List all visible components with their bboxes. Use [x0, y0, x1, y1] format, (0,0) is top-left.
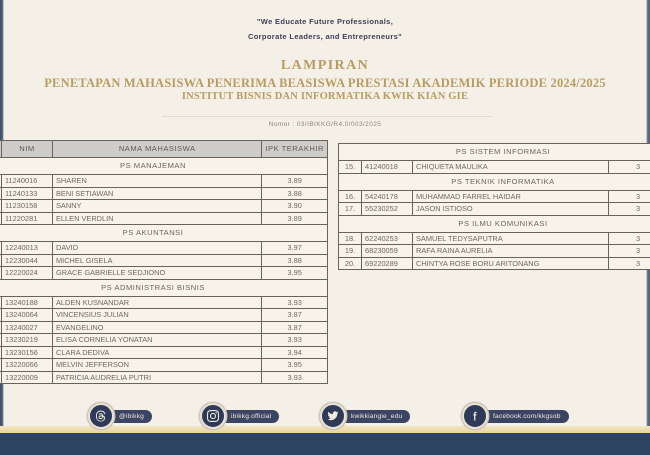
- cell-no: 16.: [339, 190, 362, 203]
- table-row: [0, 267, 328, 280]
- facebook-icon: [462, 403, 488, 429]
- table-row: [0, 359, 328, 372]
- social-link-twitter[interactable]: [320, 405, 410, 427]
- cell-name: CLARA DEDIVA: [53, 346, 262, 359]
- cell-name: PATRICIA AUDRELIA PUTRI: [53, 371, 262, 384]
- table-row: [0, 175, 328, 188]
- cell-ipk: 3.93: [262, 334, 328, 347]
- cell-ipk: 3: [609, 161, 650, 174]
- program-section-row: [0, 158, 328, 175]
- cell-nim: 13240188: [2, 296, 53, 309]
- table-row: [339, 245, 650, 258]
- cell-name: MELVIN JEFFERSON: [53, 359, 262, 372]
- tagline-line-2: Corporate Leaders, and Entrepreneurs": [247, 32, 403, 41]
- table-row: [339, 190, 650, 203]
- program-section-row: [339, 173, 650, 190]
- cell-name: ALDEN KUSNANDAR: [53, 296, 262, 309]
- social-handle-label: @ibikkg: [103, 410, 152, 423]
- lampiran-heading: LAMPIRAN: [280, 58, 370, 73]
- program-section-row: [339, 215, 650, 232]
- cell-ipk: 3: [609, 257, 650, 270]
- cell-name: BENI SETIAWAN: [53, 187, 262, 200]
- cell-name: MICHEL GISELA: [53, 254, 262, 267]
- table-row: [0, 200, 328, 213]
- program-section-row: [339, 144, 650, 161]
- table-row: [339, 257, 650, 270]
- cell-nim: 13240064: [2, 309, 53, 322]
- table-row: [0, 334, 328, 347]
- cell-nim: 68230059: [362, 245, 413, 258]
- cell-ipk: 3: [609, 245, 650, 258]
- cell-no: 15.: [339, 161, 362, 174]
- cell-no: 18.: [339, 232, 362, 245]
- program-section-row: [0, 225, 328, 242]
- tagline-line-1: "We Educate Future Professionals,: [256, 17, 394, 26]
- cell-name: SHAREN: [53, 175, 262, 188]
- cell-name: GRACE GABRIELLE SEDJIONO: [53, 267, 262, 280]
- table-row: [339, 161, 650, 174]
- social-handle-label: facebook.com/kkgsob: [477, 410, 569, 423]
- cell-name: VINCENSIUS JULIAN: [53, 309, 262, 322]
- institution-tagline: [0, 14, 650, 44]
- table-row: [0, 187, 328, 200]
- social-link-threads[interactable]: [88, 405, 152, 427]
- cell-nim: 12220024: [2, 267, 53, 280]
- column-header-name: NAMA MAHASISWA: [53, 141, 262, 158]
- table-row: [339, 203, 650, 216]
- program-section-label: PS SISTEM INFORMASI: [339, 144, 650, 161]
- cell-ipk: 3: [609, 190, 650, 203]
- cell-ipk: 3: [609, 203, 650, 216]
- twitter-icon: [320, 403, 346, 429]
- social-link-facebook[interactable]: [462, 405, 569, 427]
- document-number: Nomor : 03/IBIKKG/R4.0/003/2025: [268, 121, 382, 128]
- cell-nim: 12230044: [2, 254, 53, 267]
- cell-nim: 11240133: [2, 187, 53, 200]
- cell-nim: 11240016: [2, 175, 53, 188]
- program-section-label: PS AKUNTANSI: [0, 225, 328, 242]
- program-section-label: PS ADMINISTRASI BISNIS: [0, 279, 328, 296]
- cell-ipk: 3.89: [262, 175, 328, 188]
- column-header-nim: NIM: [2, 141, 53, 158]
- cell-ipk: 3.87: [262, 309, 328, 322]
- cell-ipk: 3.95: [262, 359, 328, 372]
- program-section-label: PS TEKNIK INFORMATIKA: [339, 173, 650, 190]
- program-section-label: PS ILMU KOMUNIKASI: [339, 215, 650, 232]
- cell-nim: 11230158: [2, 200, 53, 213]
- cell-ipk: 3.89: [262, 212, 328, 225]
- cell-name: EVANGELINO: [53, 321, 262, 334]
- cell-nim: 62240253: [362, 232, 413, 245]
- table-row: [0, 296, 328, 309]
- cell-name: JASON ISTIOSO: [413, 203, 609, 216]
- cell-name: CHIQUETA MAULIKA: [413, 161, 609, 174]
- cell-ipk: 3.87: [262, 321, 328, 334]
- instagram-icon: [200, 403, 226, 429]
- table-row: [339, 232, 650, 245]
- cell-nim: 54240178: [362, 190, 413, 203]
- cell-ipk: 3.88: [262, 187, 328, 200]
- cell-nim: 12240013: [2, 242, 53, 255]
- cell-ipk: 3.95: [262, 267, 328, 280]
- cell-nim: 11220281: [2, 212, 53, 225]
- table-row: [0, 254, 328, 267]
- social-handle-label: ibikkg.official: [215, 410, 279, 423]
- cell-ipk: 3: [609, 232, 650, 245]
- table-row: [0, 346, 328, 359]
- cell-name: SANNY: [53, 200, 262, 213]
- program-section-row: [0, 279, 328, 296]
- cell-nim: 13240027: [2, 321, 53, 334]
- document-title-line-1: PENETAPAN MAHASISWA PENERIMA BEASISWA PRESTASI AKADEMIK PERIODE 2024/2025: [44, 76, 606, 90]
- document-title-line-2: INSTITUT BISNIS DAN INFORMATIKA KWIK KIAN GIE: [181, 91, 469, 102]
- cell-ipk: 3.90: [262, 200, 328, 213]
- cell-name: ELISA CORNELIA YONATAN: [53, 334, 262, 347]
- threads-icon: [88, 403, 114, 429]
- footer-navy-band: [0, 433, 650, 455]
- social-link-instagram[interactable]: [200, 405, 279, 427]
- cell-ipk: 3.94: [262, 346, 328, 359]
- cell-nim: 13230156: [2, 346, 53, 359]
- header-divider: [162, 116, 492, 117]
- table-header-row: [0, 141, 328, 158]
- cell-name: CHINTYA ROSE BORU ARITONANG: [413, 257, 609, 270]
- cell-ipk: 3.97: [262, 242, 328, 255]
- cell-ipk: 3.93: [262, 296, 328, 309]
- column-header-ipk: IPK TERAKHIR: [262, 141, 328, 158]
- program-section-label: PS MANAJEMAN: [0, 158, 328, 175]
- cell-no: 19.: [339, 245, 362, 258]
- scholarship-table-right: [338, 143, 650, 270]
- cell-name: DAVID: [53, 242, 262, 255]
- cell-name: RAFA RAINA AURELIA: [413, 245, 609, 258]
- cell-nim: 13220009: [2, 371, 53, 384]
- cell-no: 20.: [339, 257, 362, 270]
- cell-nim: 55230252: [362, 203, 413, 216]
- cell-nim: 69220289: [362, 257, 413, 270]
- table-row: [0, 371, 328, 384]
- table-row: [0, 242, 328, 255]
- scholarship-table-left: [0, 140, 328, 384]
- table-row: [0, 321, 328, 334]
- cell-name: MUHAMMAD FARREL HAIDAR: [413, 190, 609, 203]
- cell-no: 17.: [339, 203, 362, 216]
- table-row: [0, 309, 328, 322]
- cell-nim: 41240018: [362, 161, 413, 174]
- social-handle-label: kwikkiangie_edu: [335, 410, 410, 423]
- cell-ipk: 3.93: [262, 371, 328, 384]
- table-row: [0, 212, 328, 225]
- cell-ipk: 3.88: [262, 254, 328, 267]
- cell-name: SAMUEL TEDYSAPUTRA: [413, 232, 609, 245]
- cell-nim: 13220066: [2, 359, 53, 372]
- cell-name: ELLEN VERDLIN: [53, 212, 262, 225]
- cell-nim: 13230219: [2, 334, 53, 347]
